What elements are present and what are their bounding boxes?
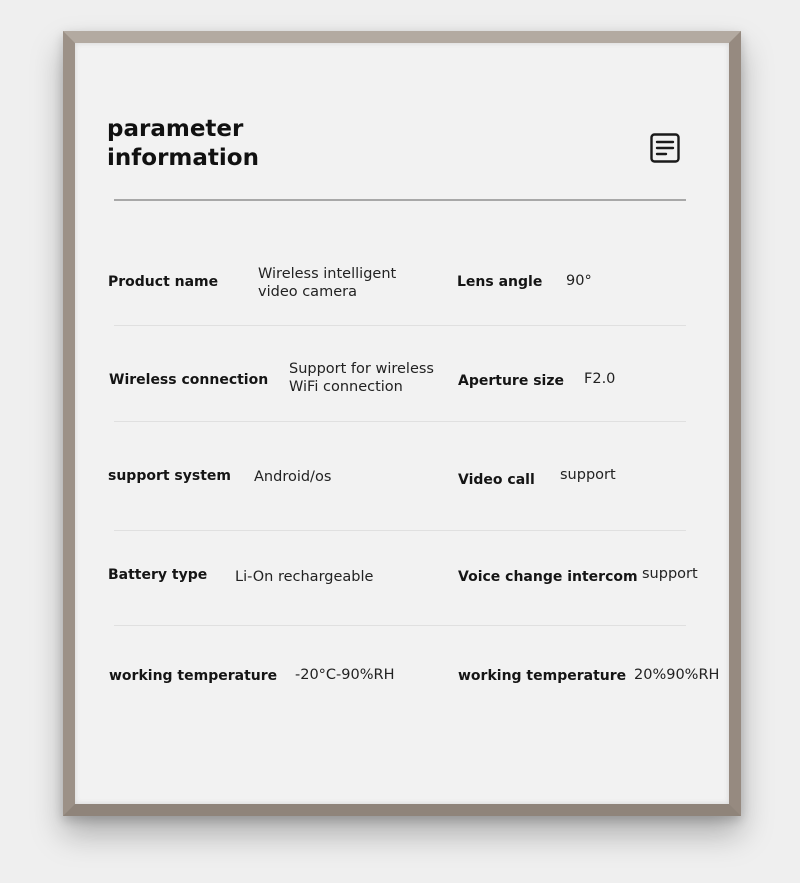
parameter-panel xyxy=(75,43,729,804)
param-label-voice-change-intercom: Voice change intercom xyxy=(458,569,638,585)
param-value-video-call: support xyxy=(560,467,616,483)
row-divider xyxy=(114,421,686,422)
param-value-product-name-line2: video camera xyxy=(258,284,357,300)
row-divider xyxy=(114,325,686,326)
row-divider xyxy=(114,530,686,531)
param-value-voice-change-intercom: support xyxy=(642,566,698,582)
param-value-wireless-connection-line2: WiFi connection xyxy=(289,379,403,395)
title-line-1: parameter xyxy=(107,116,244,142)
title-line-2: information xyxy=(107,145,259,171)
param-label-working-temperature-2: working temperature xyxy=(458,668,627,684)
header-divider xyxy=(114,199,686,201)
param-value-lens-angle: 90° xyxy=(566,273,592,289)
param-value-wireless-connection-line1: Support for wireless xyxy=(289,361,434,377)
param-label-wireless-connection: Wireless connection xyxy=(109,372,269,388)
row-divider xyxy=(114,625,686,626)
menu-list-icon xyxy=(650,133,680,163)
param-value-support-system: Android/os xyxy=(254,469,332,485)
param-value-wireless-connection xyxy=(289,360,434,396)
param-label-video-call: Video call xyxy=(458,472,535,488)
param-value-aperture-size: F2.0 xyxy=(584,371,616,387)
param-label-aperture-size: Aperture size xyxy=(458,373,564,389)
picture-frame xyxy=(63,31,741,816)
param-value-working-temperature: -20°C-90%RH xyxy=(295,667,395,683)
param-label-working-temperature: working temperature xyxy=(109,668,278,684)
param-label-support-system: support system xyxy=(108,468,231,484)
param-label-product-name: Product name xyxy=(108,274,219,290)
param-value-battery-type: Li-On rechargeable xyxy=(235,569,374,585)
param-value-product-name-line1: Wireless intelligent xyxy=(258,266,397,282)
param-label-lens-angle: Lens angle xyxy=(457,274,543,290)
page-title xyxy=(107,115,347,173)
param-value-product-name xyxy=(258,265,396,301)
param-label-battery-type: Battery type xyxy=(108,567,208,583)
param-value-working-temperature-2: 20%90%RH xyxy=(634,667,720,683)
